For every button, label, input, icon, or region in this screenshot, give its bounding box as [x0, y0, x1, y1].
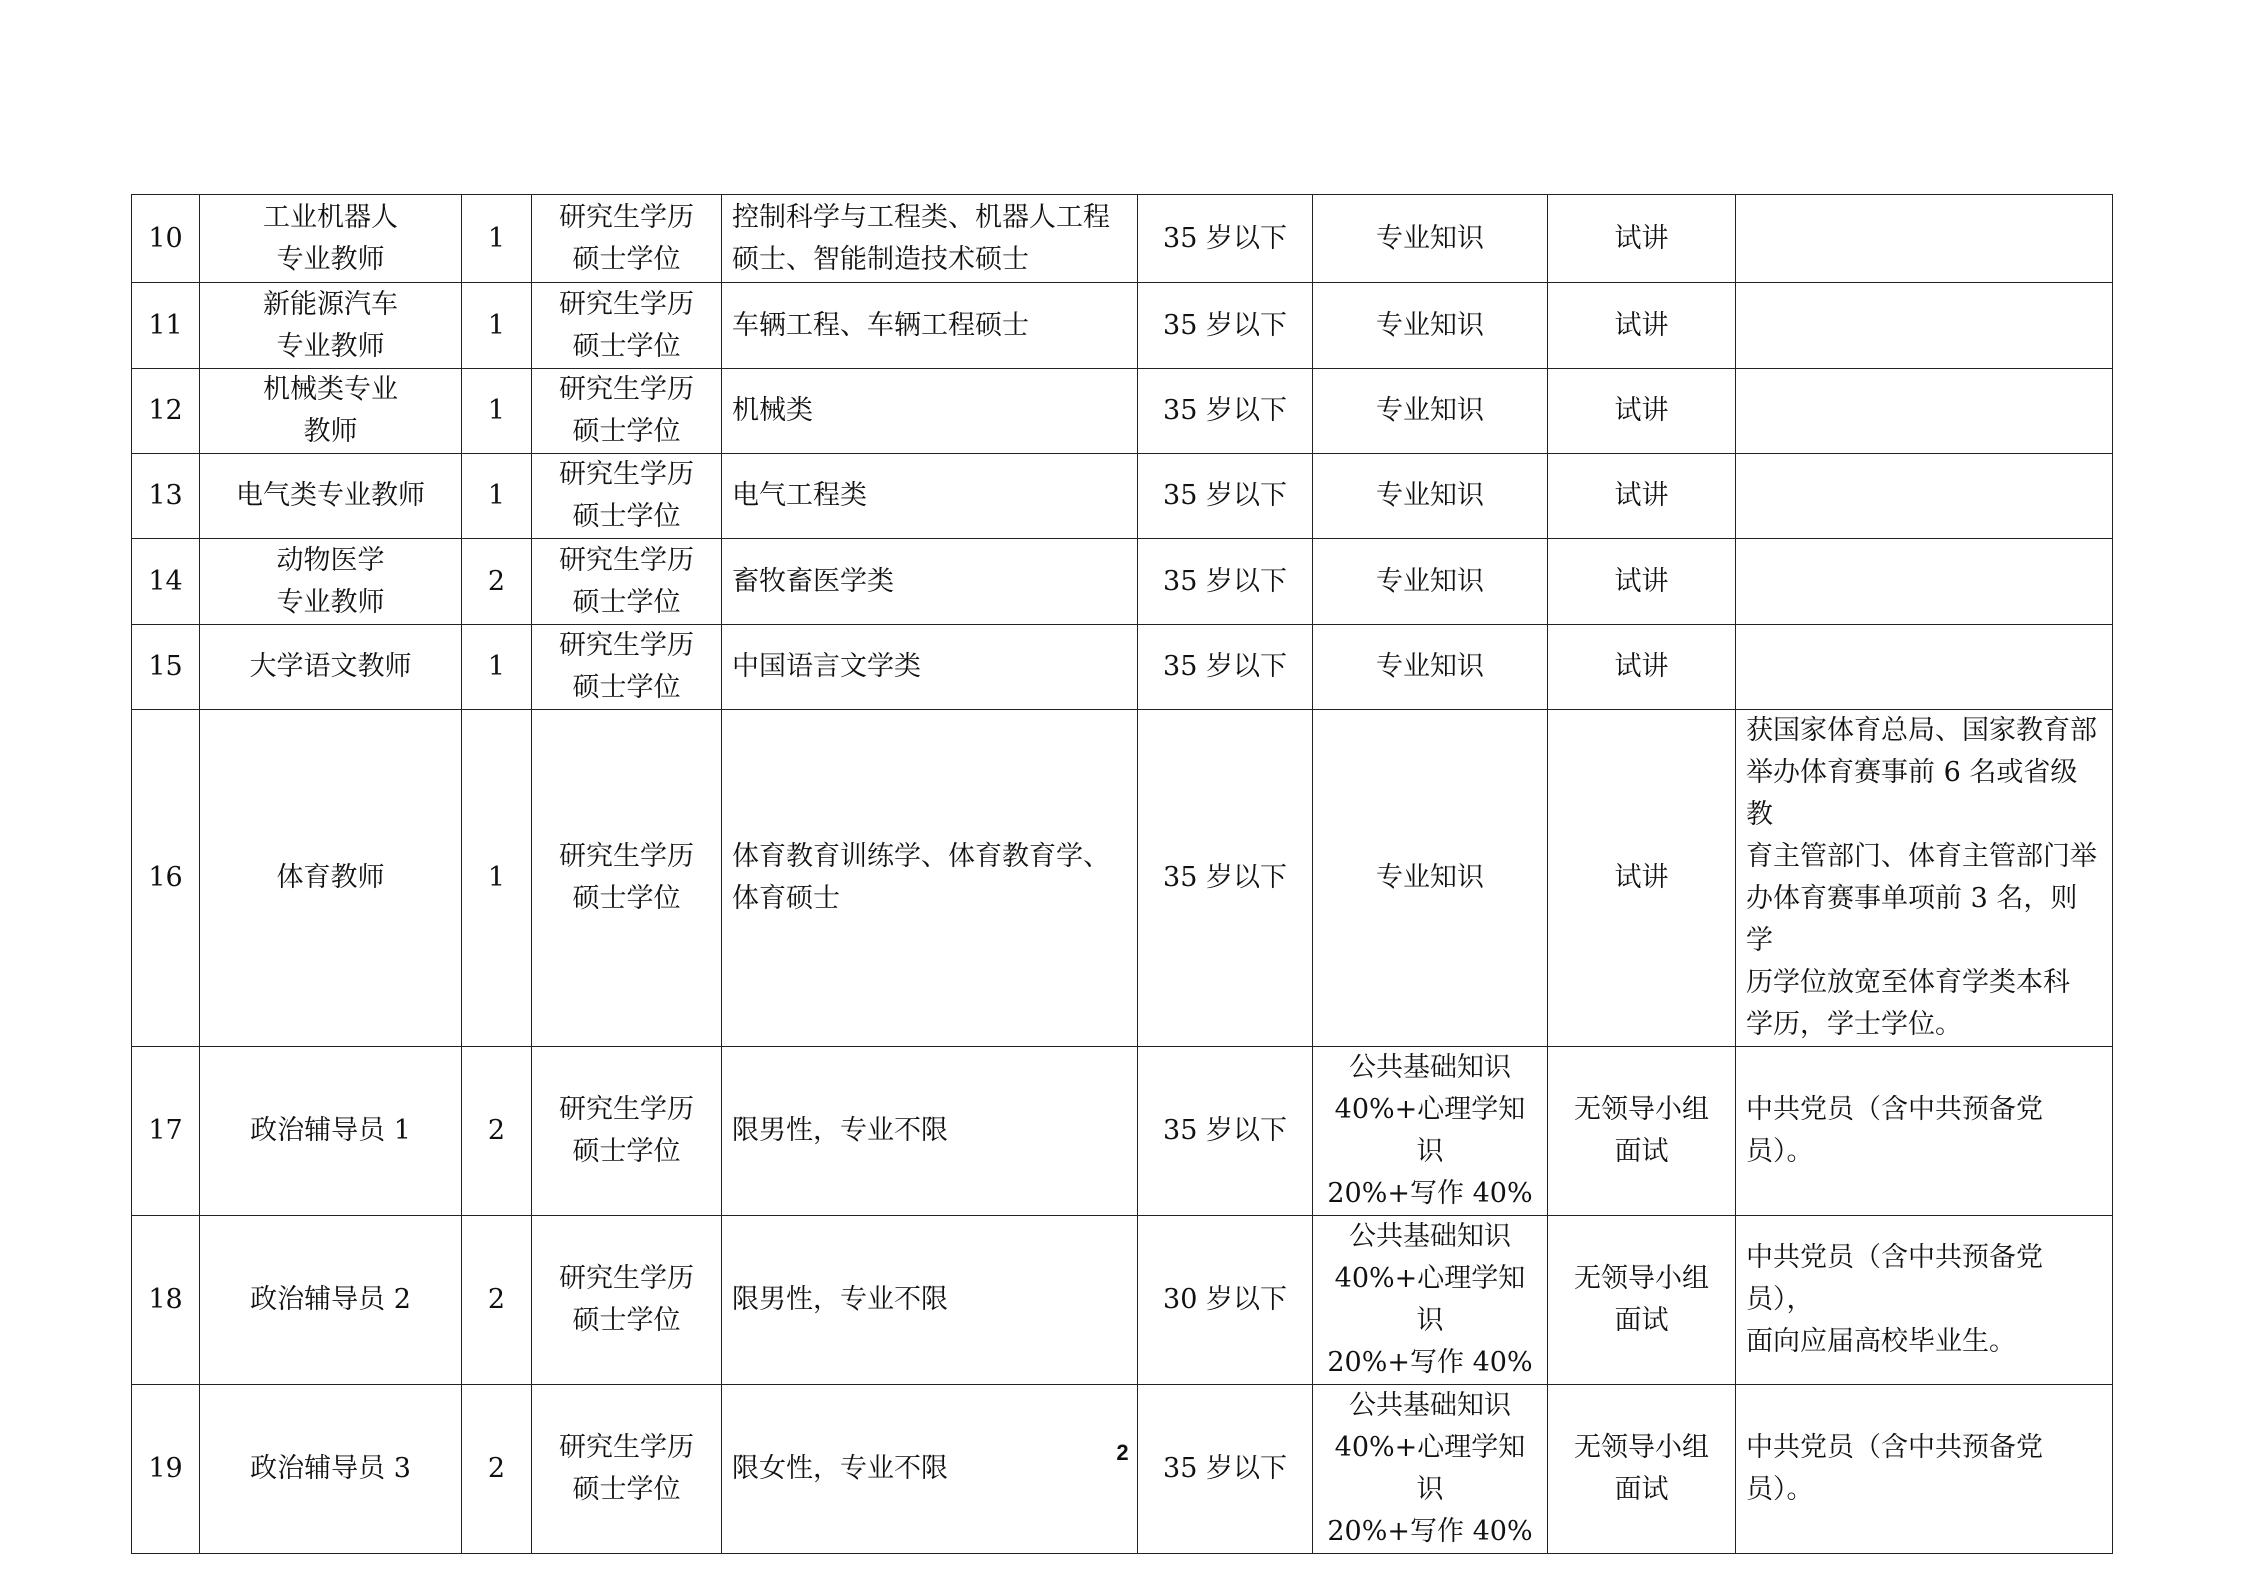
cell-written-exam-line: 专业知识 — [1376, 651, 1484, 682]
cell-written-exam — [1313, 539, 1548, 625]
cell-written-exam — [1313, 195, 1548, 283]
cell-education-line: 研究生学历 — [559, 288, 694, 320]
cell-other-conditions-line: 中共党员（含中共预备党员）。 — [1746, 1432, 2043, 1505]
cell-written-exam-line: 20%+写作 40% — [1327, 1516, 1533, 1547]
cell-written-exam-line: 专业知识 — [1376, 309, 1484, 341]
cell-age: 35 岁以下 — [1138, 625, 1313, 710]
cell-written-exam — [1313, 1385, 1548, 1554]
cell-count: 1 — [462, 710, 532, 1047]
cell-count: 2 — [462, 1216, 532, 1385]
cell-count: 1 — [462, 283, 532, 369]
cell-written-exam — [1313, 369, 1548, 454]
table-row — [132, 625, 2113, 710]
cell-education-line: 硕士学位 — [572, 501, 681, 532]
cell-count: 1 — [462, 454, 532, 539]
cell-number: 17 — [132, 1047, 200, 1216]
cell-position — [200, 539, 462, 625]
cell-major-line: 硕士、智能制造技术硕士 — [732, 243, 1029, 275]
cell-other-conditions-line: 举办体育赛事前 6 名或省级教 — [1746, 757, 2078, 830]
cell-education — [532, 710, 722, 1047]
cell-age: 35 岁以下 — [1138, 710, 1313, 1047]
cell-education-line: 硕士学位 — [572, 330, 681, 362]
cell-position-line: 大学语文教师 — [249, 651, 412, 682]
cell-education-line: 硕士学位 — [572, 586, 681, 618]
cell-written-exam-line: 专业知识 — [1376, 395, 1484, 426]
cell-interview — [1548, 1385, 1736, 1554]
cell-major-line: 控制科学与工程类、机器人工程 — [732, 201, 1110, 233]
cell-age: 35 岁以下 — [1138, 283, 1313, 369]
cell-major — [722, 195, 1138, 283]
cell-position — [200, 625, 462, 710]
cell-interview-line: 试讲 — [1614, 565, 1669, 597]
cell-major — [722, 1385, 1138, 1554]
cell-major-line: 电气工程类 — [732, 480, 867, 511]
cell-age: 30 岁以下 — [1138, 1216, 1313, 1385]
cell-count: 2 — [462, 1385, 532, 1554]
table-row — [132, 283, 2113, 369]
cell-written-exam-line: 20%+写作 40% — [1327, 1178, 1533, 1209]
cell-major — [722, 1047, 1138, 1216]
cell-position-line: 专业教师 — [276, 330, 385, 362]
cell-number: 15 — [132, 625, 200, 710]
cell-count: 1 — [462, 195, 532, 283]
cell-interview-line: 试讲 — [1614, 480, 1669, 511]
cell-interview-line: 无领导小组 — [1574, 1432, 1709, 1463]
cell-other-conditions — [1736, 1216, 2113, 1385]
cell-major-line: 限女性，专业不限 — [732, 1453, 948, 1484]
cell-position — [200, 454, 462, 539]
cell-number: 16 — [132, 710, 200, 1047]
cell-other-conditions-line: 育主管部门、体育主管部门举 — [1746, 841, 2097, 872]
cell-education — [532, 1047, 722, 1216]
cell-other-conditions-line: 历学位放宽至体育学类本科 — [1746, 967, 2070, 998]
cell-education — [532, 454, 722, 539]
cell-age: 35 岁以下 — [1138, 454, 1313, 539]
cell-major-line: 机械类 — [732, 395, 813, 426]
cell-major-line: 体育教育训练学、体育教育学、 — [732, 841, 1110, 872]
table-body — [132, 195, 2113, 1554]
cell-position — [200, 195, 462, 283]
cell-other-conditions — [1736, 1385, 2113, 1554]
cell-other-conditions — [1736, 195, 2113, 283]
cell-written-exam-line: 40%+心理学知识 — [1334, 1432, 1526, 1505]
cell-interview — [1548, 369, 1736, 454]
cell-other-conditions — [1736, 454, 2113, 539]
cell-position-line: 政治辅导员 3 — [250, 1453, 411, 1484]
table-row — [132, 1216, 2113, 1385]
cell-other-conditions-line: 获国家体育总局、国家教育部 — [1746, 715, 2097, 746]
cell-major — [722, 539, 1138, 625]
cell-position-line: 政治辅导员 1 — [250, 1115, 411, 1146]
cell-written-exam-line: 20%+写作 40% — [1327, 1347, 1533, 1378]
cell-position — [200, 283, 462, 369]
cell-written-exam-line: 专业知识 — [1376, 565, 1484, 597]
cell-interview-line: 试讲 — [1614, 651, 1669, 682]
cell-major — [722, 454, 1138, 539]
cell-other-conditions — [1736, 539, 2113, 625]
cell-education-line: 硕士学位 — [572, 1305, 681, 1336]
cell-interview — [1548, 454, 1736, 539]
cell-age: 35 岁以下 — [1138, 1047, 1313, 1216]
cell-age: 35 岁以下 — [1138, 195, 1313, 283]
table-row — [132, 1047, 2113, 1216]
cell-education-line: 研究生学历 — [559, 1263, 694, 1294]
cell-other-conditions-line: 中共党员（含中共预备党员）， — [1746, 1242, 2043, 1315]
cell-education-line: 研究生学历 — [559, 201, 694, 233]
table-row — [132, 195, 2113, 283]
cell-count: 2 — [462, 539, 532, 625]
cell-major — [722, 1216, 1138, 1385]
cell-other-conditions-line: 学历，学士学位。 — [1746, 1009, 1962, 1040]
cell-interview-line: 面试 — [1614, 1136, 1669, 1167]
cell-major-line: 中国语言文学类 — [732, 651, 921, 682]
cell-number: 18 — [132, 1216, 200, 1385]
cell-major-line: 限男性，专业不限 — [732, 1115, 948, 1146]
page-number: 2 — [1116, 1440, 1129, 1465]
cell-age: 35 岁以下 — [1138, 369, 1313, 454]
table-row — [132, 369, 2113, 454]
table-row — [132, 1385, 2113, 1554]
cell-written-exam-line: 专业知识 — [1376, 862, 1484, 893]
cell-education — [532, 1216, 722, 1385]
cell-education-line: 硕士学位 — [572, 1136, 681, 1167]
cell-other-conditions — [1736, 1047, 2113, 1216]
cell-written-exam — [1313, 710, 1548, 1047]
cell-written-exam-line: 专业知识 — [1376, 480, 1484, 511]
cell-other-conditions-line: 面向应届高校毕业生。 — [1746, 1326, 2016, 1357]
cell-number: 11 — [132, 283, 200, 369]
cell-major-line: 畜牧畜医学类 — [732, 565, 894, 597]
cell-interview-line: 面试 — [1614, 1474, 1669, 1505]
cell-education-line: 研究生学历 — [559, 459, 694, 490]
table-row — [132, 539, 2113, 625]
cell-count: 1 — [462, 369, 532, 454]
cell-interview-line: 试讲 — [1614, 222, 1669, 254]
cell-interview — [1548, 710, 1736, 1047]
cell-education-line: 硕士学位 — [572, 243, 681, 275]
cell-interview — [1548, 1047, 1736, 1216]
cell-interview-line: 试讲 — [1614, 395, 1669, 426]
cell-position-line: 新能源汽车 — [263, 288, 398, 320]
cell-written-exam-line: 40%+心理学知识 — [1334, 1263, 1526, 1336]
cell-interview-line: 试讲 — [1614, 309, 1669, 341]
table-row — [132, 710, 2113, 1047]
cell-position-line: 动物医学 — [276, 544, 385, 576]
cell-written-exam-line: 公共基础知识 — [1349, 1052, 1511, 1083]
cell-interview — [1548, 283, 1736, 369]
cell-number: 10 — [132, 195, 200, 283]
cell-position-line: 政治辅导员 2 — [250, 1284, 411, 1315]
cell-education — [532, 625, 722, 710]
cell-major — [722, 710, 1138, 1047]
cell-written-exam — [1313, 1047, 1548, 1216]
cell-education-line: 研究生学历 — [559, 1432, 694, 1463]
cell-age: 35 岁以下 — [1138, 1385, 1313, 1554]
cell-education-line: 研究生学历 — [559, 630, 694, 661]
cell-position — [200, 710, 462, 1047]
cell-written-exam-line: 专业知识 — [1376, 222, 1484, 254]
cell-number: 14 — [132, 539, 200, 625]
cell-other-conditions — [1736, 710, 2113, 1047]
cell-education-line: 硕士学位 — [572, 1474, 681, 1505]
cell-interview — [1548, 1216, 1736, 1385]
cell-position-line: 专业教师 — [276, 243, 385, 275]
cell-position-line: 工业机器人 — [263, 201, 398, 233]
cell-position — [200, 1047, 462, 1216]
cell-written-exam — [1313, 283, 1548, 369]
cell-other-conditions — [1736, 369, 2113, 454]
cell-education — [532, 195, 722, 283]
cell-education-line: 研究生学历 — [559, 544, 694, 576]
table-row — [132, 454, 2113, 539]
cell-education-line: 硕士学位 — [572, 416, 681, 447]
cell-position — [200, 1216, 462, 1385]
cell-position-line: 机械类专业 — [263, 374, 398, 405]
cell-position — [200, 1385, 462, 1554]
cell-written-exam-line: 公共基础知识 — [1349, 1221, 1511, 1252]
cell-interview-line: 面试 — [1614, 1305, 1669, 1336]
cell-interview-line: 无领导小组 — [1574, 1263, 1709, 1294]
cell-education — [532, 283, 722, 369]
cell-major-line: 车辆工程、车辆工程硕士 — [732, 309, 1029, 341]
cell-written-exam-line: 公共基础知识 — [1349, 1390, 1511, 1421]
cell-count: 1 — [462, 625, 532, 710]
cell-other-conditions — [1736, 625, 2113, 710]
cell-major — [722, 369, 1138, 454]
cell-position-line: 专业教师 — [276, 586, 385, 618]
cell-education-line: 研究生学历 — [559, 841, 694, 872]
recruitment-table — [131, 194, 2113, 1554]
cell-major — [722, 283, 1138, 369]
cell-interview — [1548, 625, 1736, 710]
cell-count: 2 — [462, 1047, 532, 1216]
cell-education — [532, 539, 722, 625]
cell-education-line: 研究生学历 — [559, 374, 694, 405]
cell-written-exam — [1313, 1216, 1548, 1385]
cell-position-line: 电气类专业教师 — [236, 480, 425, 511]
cell-age: 35 岁以下 — [1138, 539, 1313, 625]
cell-major — [722, 625, 1138, 710]
cell-education-line: 硕士学位 — [572, 672, 681, 703]
cell-other-conditions-line: 中共党员（含中共预备党员）。 — [1746, 1094, 2043, 1167]
cell-education-line: 硕士学位 — [572, 883, 681, 914]
cell-major-line: 体育硕士 — [732, 883, 840, 914]
cell-other-conditions-line: 办体育赛事单项前 3 名，则学 — [1746, 883, 2078, 956]
cell-interview — [1548, 539, 1736, 625]
cell-written-exam — [1313, 625, 1548, 710]
cell-position-line: 教师 — [303, 416, 358, 447]
cell-position — [200, 369, 462, 454]
cell-number: 12 — [132, 369, 200, 454]
cell-education — [532, 369, 722, 454]
cell-position-line: 体育教师 — [276, 862, 385, 893]
cell-other-conditions — [1736, 283, 2113, 369]
cell-interview-line: 无领导小组 — [1574, 1094, 1709, 1125]
cell-interview — [1548, 195, 1736, 283]
cell-interview-line: 试讲 — [1614, 862, 1669, 893]
cell-number: 19 — [132, 1385, 200, 1554]
cell-major-line: 限男性，专业不限 — [732, 1284, 948, 1315]
cell-number: 13 — [132, 454, 200, 539]
cell-education — [532, 1385, 722, 1554]
cell-education-line: 研究生学历 — [559, 1094, 694, 1125]
cell-written-exam — [1313, 454, 1548, 539]
cell-written-exam-line: 40%+心理学知识 — [1334, 1094, 1526, 1167]
